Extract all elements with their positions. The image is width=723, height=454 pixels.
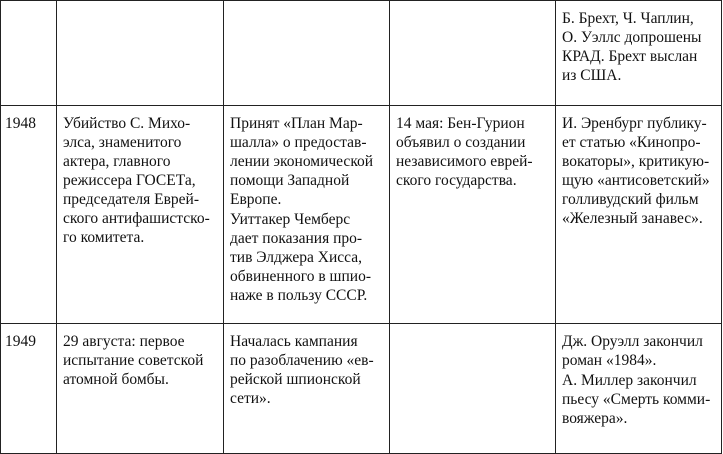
cell-paragraph: Убийство С. Михо- элса, знаменитого актера, главного режиссера ГОСЕТа, председателя Еврей- ского антифашистско- го комитета.: [63, 115, 210, 246]
event-cell: [57, 1, 224, 106]
event-cell: [556, 1, 722, 106]
event-cell: [390, 106, 556, 324]
cell-paragraph: Началась кампания по разоблачению «ев- рейской шпионской сети».: [230, 333, 374, 407]
cell-paragraph: 14 мая: Бен-Гурион объявил о создании независимого еврей- ского государства.: [396, 115, 533, 189]
table-row: [1, 324, 722, 454]
event-cell: [224, 1, 390, 106]
cell-paragraph: Б. Брехт, Ч. Чаплин, О. Уэллс допрошены КРАД. Брехт выслан из США.: [562, 10, 702, 84]
event-cell: [556, 324, 722, 454]
cell-paragraph: Принят «План Мар- шалла» о предостав- лении экономической помощи Западной Европе.: [230, 115, 374, 208]
event-cell: [57, 106, 224, 324]
cell-paragraphs: [63, 114, 217, 247]
table-row: [1, 1, 722, 106]
cell-paragraph: Дж. Оруэлл закончил роман «1984».: [562, 333, 703, 369]
event-cell: [556, 106, 722, 324]
cell-paragraphs: [562, 332, 715, 428]
cell-paragraphs: [396, 114, 549, 190]
cell-paragraph: И. Эренбург публику- ет статью «Кинопро- вокаторы», критикую- щую «антисоветский» голливудский фильм «Железный занавес».: [562, 115, 710, 227]
cell-paragraphs: [230, 114, 383, 305]
cell-paragraphs: [562, 9, 715, 85]
cell-paragraph: 29 августа: первое испытание советской атомной бомбы.: [63, 333, 204, 388]
year-cell: [1, 1, 57, 106]
table-row: [1, 106, 722, 324]
event-cell: [390, 1, 556, 106]
event-cell: [224, 324, 390, 454]
cell-paragraphs: [230, 332, 383, 408]
cell-paragraph: А. Миллер закончил пьесу «Смерть комми- вояжера».: [562, 372, 711, 427]
year-cell: 1948: [1, 106, 57, 324]
event-cell: [224, 106, 390, 324]
event-cell: [390, 324, 556, 454]
event-cell: [57, 324, 224, 454]
cell-paragraphs: [63, 332, 217, 389]
cell-paragraph: Уиттакер Чемберс дает показания про- тив Элджера Хисса, обвиненного в шпио- наже в пользу СССР.: [230, 211, 371, 304]
year-cell: 1949: [1, 324, 57, 454]
cell-paragraphs: [562, 114, 715, 228]
